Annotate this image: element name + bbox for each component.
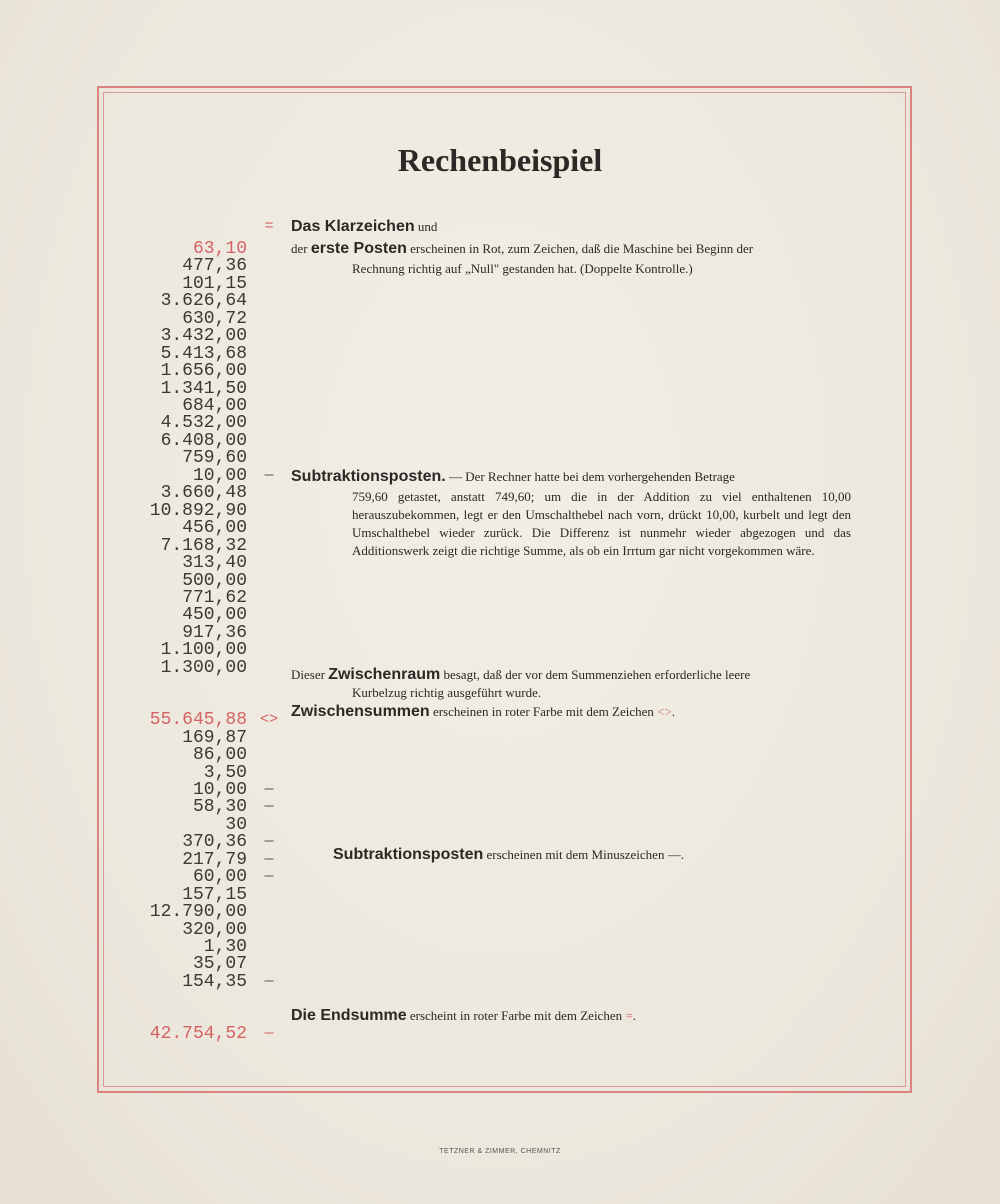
- number-entry: 1,30: [203, 937, 247, 957]
- text-der: der: [291, 241, 308, 256]
- number-entry: 154,35: [182, 972, 247, 992]
- number-entry: 313,40: [182, 553, 247, 573]
- number-entry: 12.790,00: [149, 902, 247, 922]
- number-entry: 35,07: [192, 954, 247, 974]
- number-entry: 1.300,00: [160, 658, 247, 678]
- number-entry: 3.626,64: [160, 291, 247, 311]
- number-entry: 3,50: [203, 763, 247, 783]
- number-sign-mark: —: [264, 833, 274, 850]
- number-entry: 30: [225, 815, 247, 835]
- number-entry: 7.168,32: [160, 536, 247, 556]
- number-entry: 86,00: [192, 745, 247, 765]
- number-entry: 450,00: [182, 605, 247, 625]
- number-entry: 320,00: [182, 920, 247, 940]
- text-subtraktion-intro: — Der Rechner hatte bei dem vorhergehenden Betrage: [448, 469, 735, 484]
- text-dieser: Dieser: [291, 667, 325, 682]
- number-entry: 10,00: [192, 466, 247, 486]
- number-entry: 1.341,50: [160, 379, 247, 399]
- text-subtraktion-body: 759,60 getastet, anstatt 749,60; um die in der Addition zu viel enthaltenen 10,00 herauszubekommen, legt er den Umschalthebel nach vorn, drückt 10,00, kurbelt und legt den Umschalthebel wieder zurück. Die Differenz ist nunmehr wieder abgezogen und das Additionswerk zeigt die richtige Summe, als ob ein Irrtum gar nicht vorgekommen wäre.: [352, 489, 851, 558]
- number-entry: 10,00: [192, 780, 247, 800]
- text-erste-posten: erscheinen in Rot, zum Zeichen, daß die Maschine bei Beginn der: [410, 241, 754, 256]
- number-entry: 370,36: [182, 832, 247, 852]
- number-sign-mark: —: [264, 868, 274, 885]
- number-entry: 157,15: [182, 885, 247, 905]
- zwischensumme-sign: <>: [657, 704, 672, 719]
- text-null-kontrolle: Rechnung richtig auf „Null" gestanden hat. (Doppelte Kontrolle.): [352, 261, 693, 276]
- number-sign-mark: <>: [259, 711, 278, 728]
- number-sign-mark: —: [264, 467, 274, 484]
- text-minuszeichen: erscheinen mit dem Minuszeichen —.: [486, 847, 684, 862]
- number-entry: 1.100,00: [160, 640, 247, 660]
- number-entry: 500,00: [182, 571, 247, 591]
- number-entry: 101,15: [182, 274, 247, 294]
- number-entry: 917,36: [182, 623, 247, 643]
- number-sign-mark: —: [264, 781, 274, 798]
- number-entry: 5.413,68: [160, 344, 247, 364]
- text-und: und: [417, 219, 438, 234]
- number-entry: 3.660,48: [160, 483, 247, 503]
- period: .: [632, 1008, 636, 1023]
- endsumme-sign: =: [625, 1008, 633, 1023]
- number-sign-mark: —: [264, 1025, 274, 1042]
- number-entry: 6.408,00: [160, 431, 247, 451]
- number-entry: 217,79: [182, 850, 247, 870]
- number-entry: 630,72: [182, 309, 247, 329]
- number-entry: 477,36: [182, 256, 247, 276]
- number-entry: 771,62: [182, 588, 247, 608]
- number-entry: 10.892,90: [149, 501, 247, 521]
- number-entry: 169,87: [182, 728, 247, 748]
- period: .: [671, 704, 676, 719]
- number-entry: 42.754,52: [149, 1024, 247, 1044]
- clear-sign-mark: =: [264, 218, 274, 235]
- number-entry: 3.432,00: [160, 326, 247, 346]
- heading-klarzeichen: Das Klarzeichen: [291, 218, 415, 235]
- number-entry: 456,00: [182, 518, 247, 538]
- paragraph-zwischensummen: [291, 703, 851, 721]
- number-entry: 63,10: [192, 239, 247, 259]
- number-entry: 1.656,00: [160, 361, 247, 381]
- paragraph-klarzeichen: [291, 218, 851, 236]
- paragraph-endsumme: [291, 1007, 851, 1025]
- text-endsumme: erscheint in roter Farbe mit dem Zeichen: [409, 1008, 623, 1023]
- paragraph-subtraktion-heading: [291, 468, 851, 486]
- number-sign-mark: —: [264, 973, 274, 990]
- heading-erste-posten: erste Posten: [310, 240, 407, 257]
- number-entry: 4.532,00: [160, 413, 247, 433]
- number-sign-mark: —: [264, 798, 274, 815]
- number-entry: 58,30: [192, 797, 247, 817]
- number-entry: 60,00: [192, 867, 247, 887]
- heading-zwischenraum: Zwischenraum: [328, 666, 441, 683]
- text-kurbelzug: Kurbelzug richtig ausgeführt wurde.: [352, 685, 542, 700]
- printer-imprint: TETZNER & ZIMMER, CHEMNITZ: [439, 1148, 561, 1155]
- paragraph-zwischenraum: [291, 666, 851, 684]
- paragraph-minuszeichen: [333, 846, 853, 864]
- number-entry: 55.645,88: [149, 710, 247, 730]
- page-title: Rechenbeispiel: [397, 142, 603, 178]
- number-entry: 684,00: [182, 396, 247, 416]
- text-zwischensummen: erscheinen in roter Farbe mit dem Zeichen: [432, 704, 654, 719]
- number-sign-mark: —: [264, 851, 274, 868]
- heading-endsumme: Die Endsumme: [291, 1007, 407, 1024]
- heading-subtraktionsposten-2: Subtraktionsposten: [333, 846, 484, 863]
- heading-subtraktionsposten: Subtraktionsposten.: [291, 468, 446, 485]
- number-entry: 759,60: [182, 448, 247, 468]
- text-zwischenraum: besagt, daß der vor dem Summenziehen erforderliche leere: [443, 667, 751, 682]
- paragraph-erste-posten: [291, 240, 851, 258]
- heading-zwischensummen: Zwischensummen: [291, 703, 430, 720]
